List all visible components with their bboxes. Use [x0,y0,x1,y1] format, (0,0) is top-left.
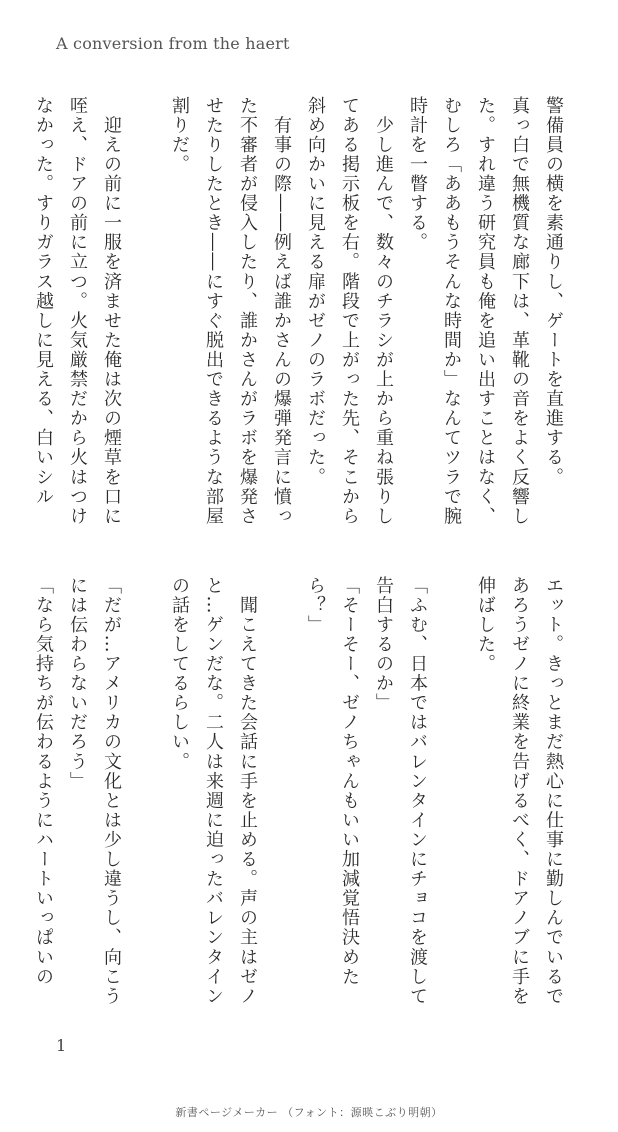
text-column: 告白するのか」 [373,576,394,713]
text-column: てある掲示板を右。階段で上がった先、そこから [339,96,360,527]
text-column: あろうゼノに終業を告げるべく、ドアノブに手を [509,576,530,1007]
text-column: 「そーそー、ゼノちゃんもいい加減覚悟決めた [339,576,360,987]
text-column: た。すれ違う研究員も俺を追い出すことはなく、 [475,96,496,527]
text-column: 「だが…アメリカの文化とは少し違うし、向こう [101,576,122,1007]
text-column: 時計を一瞥する。 [407,96,428,253]
text-column: 有事の際――例えば誰かさんの爆弾発言に憤っ [271,96,292,527]
text-column [128,96,162,516]
text-column: た不審者が侵入したり、誰かさんがラボを爆発さ [237,96,258,527]
text-column: 「ふむ、日本ではバレンタインにチョコを渡して [407,576,428,1007]
text-column: 真っ白で無機質な廊下は、革靴の音をよく反響し [509,96,530,527]
text-column: 伸ばした。 [475,576,496,674]
text-column: 「なら気持ちが伝わるようにハートいっぱいの [33,576,54,987]
text-column: の話をしてるらしい。 [169,576,190,772]
footer-credit: 新書ページメーカー （フォント：源暎こぶり明朝） [175,1106,443,1119]
text-block-top [33,96,570,527]
text-column: には伝わらないだろう」 [67,576,88,792]
text-column: と…ゲンだな。二人は来週に迫ったバレンタイン [203,576,224,1007]
text-column: エット。きっとまだ熱心に仕事に勤しんでいるで [543,576,564,1007]
text-block-bottom [33,576,570,1007]
text-column: 迎えの前に一服を済ませた俺は次の煙草を口に [101,96,122,527]
text-column: 斜め向かいに見える扉がゼノのラボだった。 [305,96,326,487]
text-column: 少し進んで、数々のチラシが上から重ね張りし [373,96,394,527]
text-column [264,576,298,996]
text-column: せたりしたとき――にすぐ脱出できるような部屋 [203,96,224,527]
text-column: 警備員の横を素通りし、ゲートを直進する。 [543,96,564,487]
text-column: 聞こえてきた会話に手を止める。声の主はゼノ [237,576,258,1007]
text-column [128,576,162,996]
page-header-title: A conversion from the haert [56,34,290,53]
text-column: なかった。すりガラス越しに見える、白いシル [33,96,54,507]
text-column: 割りだ。 [169,96,190,175]
text-column: むしろ「ああもうそんな時間か」なんてツラで腕 [441,96,462,527]
page-number: 1 [56,1036,67,1055]
text-column: 咥え、ドアの前に立つ。火気厳禁だから火はつけ [67,96,88,527]
text-column: ら？」 [305,576,326,635]
text-column [434,576,468,996]
